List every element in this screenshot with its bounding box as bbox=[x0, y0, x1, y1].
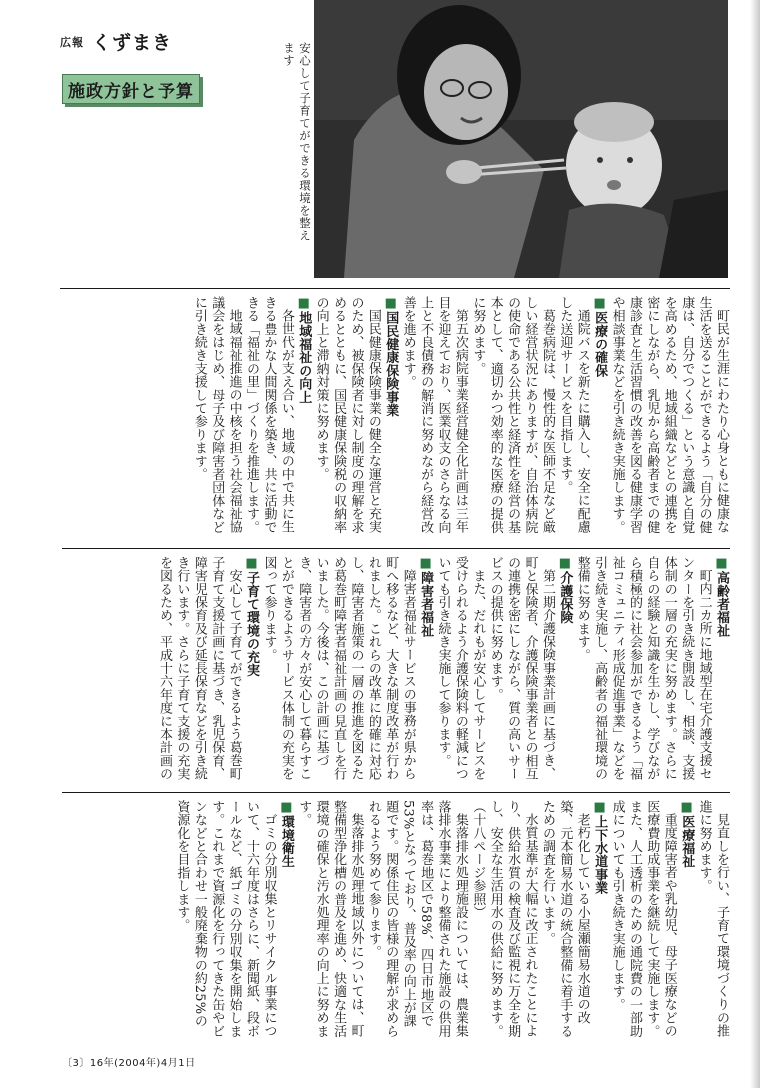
page-edge-shadow bbox=[750, 0, 760, 1088]
body-paragraph: 通院バスを新たに購入し、安全に配慮した送迎サービスを目指します。 bbox=[557, 296, 590, 534]
heading-text: 医療福祉 bbox=[679, 815, 695, 869]
heading-text: 医療の確保 bbox=[592, 311, 608, 378]
section-heading bbox=[382, 296, 399, 541]
page-header bbox=[60, 28, 172, 55]
mother-feeding-baby-illustration bbox=[314, 0, 728, 278]
brand-title: くずまき bbox=[92, 32, 173, 54]
body-paragraph: 安心して子育てができるよう葛巻町子育て支援計画に基づき、乳児保育、障害児保育及び延長保育などを引き続き行います。さらに子育て支援の充実を図るため、平成十六年度に本計画の bbox=[157, 556, 242, 781]
body-paragraph: 第五次病院事業経営健全化計画は三年目を迎えており、医業収支のさらなる向上と不良債務の解消に努めながら経営改善を進めます。 bbox=[400, 296, 468, 534]
body-paragraph: 見直しを行い、子育て環境づくりの推進に努めます。 bbox=[696, 800, 729, 1038]
band-bottom bbox=[62, 800, 730, 1040]
photo-caption: 安心して子育てができる環境を整えます bbox=[282, 42, 312, 242]
heading-text: 介護保険 bbox=[557, 571, 573, 625]
heading-square-icon: ■ bbox=[714, 556, 729, 572]
body-paragraph: 町内二カ所に地域型在宅介護支援センターを引き続き開設し、相談、支援体制の一層の充実に努めます。さらに自らの経験と知識を生かし、学びながら積極的に社会参加ができるよう「福祉コミュニティ形成促進事業」などを引き続き実施し、高齢者の福祉環境の整備に努めます。 bbox=[574, 556, 712, 781]
section-heading bbox=[417, 556, 434, 786]
body-paragraph: 地域福祉推進の中核を担う社会福祉協議会をはじめ、母子及び障害者団体などに引き続き支援して参ります。 bbox=[191, 296, 242, 534]
band-divider bbox=[62, 792, 730, 793]
heading-square-icon: ■ bbox=[418, 556, 434, 572]
heading-text: 国民健康保険事業 bbox=[383, 311, 399, 417]
band-middle bbox=[62, 556, 730, 786]
heading-square-icon: ■ bbox=[296, 296, 312, 312]
section-heading bbox=[295, 296, 312, 541]
heading-text: 高齢者福祉 bbox=[714, 571, 729, 638]
band-divider bbox=[62, 548, 730, 549]
body-paragraph: 水質基準が大幅に改正されたことにより、供給水質の検査及び監視に万全を期し、安全な生活用水の供給に努めます。（十八ページ参照） bbox=[470, 800, 538, 1038]
body-paragraph: 集落排水処理施設については、農業集落排水事業により整備された施設の供用率は、葛巻地区で58%、四日市地区で53%となっており、普及率の向上が課題です。関係住民の皆様の理解が求められるよう努めて参ります。 bbox=[365, 800, 468, 1038]
section-heading bbox=[243, 556, 260, 786]
heading-square-icon: ■ bbox=[592, 296, 608, 312]
heading-square-icon: ■ bbox=[383, 296, 399, 312]
heading-square-icon: ■ bbox=[679, 800, 695, 816]
brand-prefix: 広報 bbox=[60, 35, 84, 49]
heading-square-icon: ■ bbox=[592, 800, 608, 816]
section-heading bbox=[556, 556, 573, 786]
heading-text: 子育て環境の充実 bbox=[244, 571, 260, 677]
section-label: 施政方針と予算 bbox=[62, 74, 200, 104]
body-paragraph: 葛巻病院は、慢性的な医師不足など厳しい経営状況にありますが、自治体病院の使命である公共性と経済性を経営の基本として、適切かつ効率的な医療の提供に努めます。 bbox=[470, 296, 555, 534]
heading-text: 地域福祉の向上 bbox=[296, 311, 312, 404]
section-heading bbox=[591, 800, 608, 1040]
section-heading bbox=[277, 800, 294, 1040]
body-paragraph: 障害者福祉サービスの事務が県から町へ移るなど、大きな制度改革が行われました。これらの改革に的確に対応し、障害者施策の一層の推進を図るため葛巻町障害者福祉計画の見直しを行いました。今後は、この計画に基づき、障害者の方々が安心して暮らすことができるようサービス体制の充実を図って参ります。 bbox=[261, 556, 416, 781]
heading-square-icon: ■ bbox=[557, 556, 573, 572]
heading-square-icon: ■ bbox=[244, 556, 260, 572]
band-top bbox=[62, 296, 730, 541]
section-heading bbox=[591, 296, 608, 541]
body-paragraph: また、だれもが安心してサービスを受けられるよう介護保険料の軽減についても引き続き実施して参ります。 bbox=[435, 556, 486, 781]
body-paragraph: 第二期介護保険事業計画に基づき、町と保険者、介護保険事業者との相互の連携を密にしながら、質の高いサービスの提供に努めます。 bbox=[487, 556, 555, 781]
body-paragraph: ゴミの分別収集とリサイクル事業について、十六年度はさらに、新聞紙、段ボールなど、紙ゴミの分別収集を開始します。これまで資源化を行ってきた缶やビンなどと合わせ一般廃棄物の約25%の資源化を目指します。 bbox=[174, 800, 277, 1038]
section-heading bbox=[678, 800, 695, 1040]
page-footer: 〔3〕16年(2004年)4月1日 bbox=[62, 1058, 196, 1069]
body-paragraph: 国民健康保険事業の健全な運営と充実のため、被保険者に対し制度の理解を求めるとともに、国民健康保険税の収納率の向上と滞納対策に努めます。 bbox=[313, 296, 381, 534]
heading-text: 障害者福祉 bbox=[418, 571, 434, 638]
section-heading bbox=[713, 556, 730, 786]
heading-text: 上下水道事業 bbox=[592, 815, 608, 895]
body-paragraph: 各世代が支え合い、地域の中で共に生きる豊かな人間関係を築き、共に活動できる「福祉の里」づくりを推進します。 bbox=[244, 296, 294, 534]
body-paragraph: 町民が生涯にわたり心身ともに健康な生活を送ることができるよう「自分の健康は、自分でつくる」という意識と自覚を高めるため、地域組織などとの連携を密にしながら、乳児から高齢者までの健康診査と生活習慣の改善を図る健康学習や相談事業などを引き続き実施します。 bbox=[609, 296, 729, 534]
body-paragraph: 老朽化している小屋瀬簡易水道の改築、元本簡易水道の統合整備に着手するための調査を行います。 bbox=[539, 800, 590, 1038]
top-divider bbox=[60, 288, 730, 289]
body-paragraph: 集落排水処理地域以外については、町整備型浄化槽の普及を進め、快適な生活環境の確保と汚水処理率の向上に努めます。 bbox=[296, 800, 364, 1038]
feature-photo bbox=[314, 0, 728, 278]
heading-square-icon: ■ bbox=[278, 800, 294, 816]
body-paragraph: 重度障害者や乳幼児、母子医療などの医療費助成事業を継続して実施します。また、人工透析のための通院費の一部助成についても引き続き実施します。 bbox=[609, 800, 677, 1038]
heading-text: 環境衛生 bbox=[278, 815, 294, 869]
